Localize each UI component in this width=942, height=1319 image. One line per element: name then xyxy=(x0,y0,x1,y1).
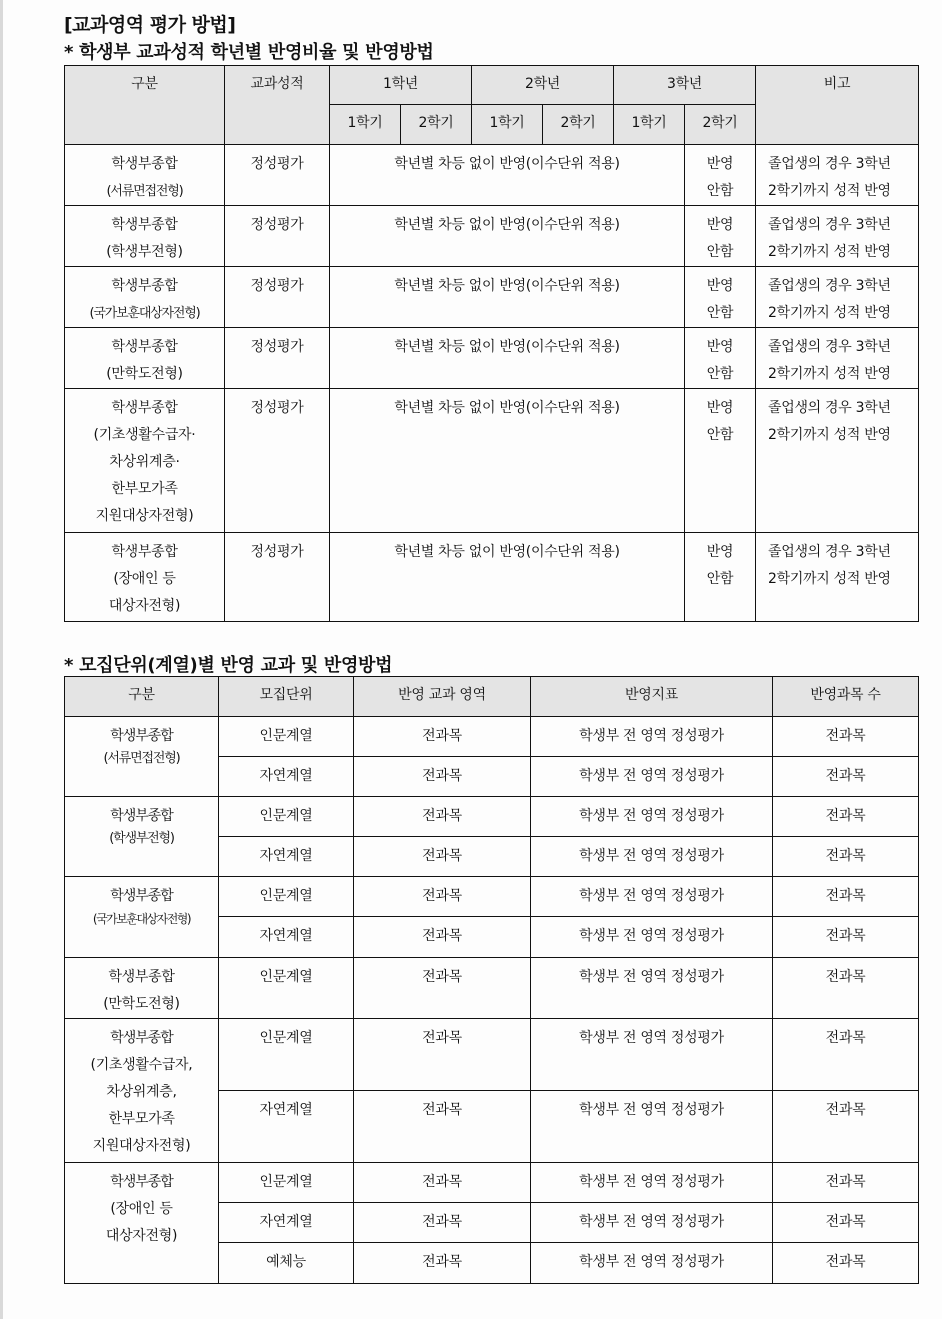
header-remarks: 비고 xyxy=(756,66,919,145)
indicator-cell: 학생부 전 영역 정성평가 xyxy=(531,1203,773,1243)
category-cell xyxy=(65,958,219,1019)
header-y2-sem2: 2학기 xyxy=(543,105,614,145)
subject-area-cell: 전과목 xyxy=(354,917,531,958)
subject-count-cell: 전과목 xyxy=(773,757,919,797)
table-row xyxy=(65,328,919,389)
subject-reflection-table xyxy=(64,676,919,1284)
subject-area-cell: 전과목 xyxy=(354,797,531,837)
y3s2-cell xyxy=(685,389,756,533)
remarks-line2: 2학기까지 성적 반영 xyxy=(768,366,891,382)
header-year1: 1학년 xyxy=(330,66,472,105)
category-cell xyxy=(65,1163,219,1284)
category-name: 학생부종합 xyxy=(110,888,173,904)
table-row xyxy=(65,145,919,206)
category-cell xyxy=(65,717,219,797)
header-category: 구분 xyxy=(65,677,219,717)
category-sub: 지원대상자전형) xyxy=(92,1138,191,1154)
remarks-line2: 2학기까지 성적 반영 xyxy=(768,427,891,443)
subject-count-cell: 전과목 xyxy=(773,837,919,877)
subject-area-cell: 전과목 xyxy=(354,1243,531,1284)
category-name: 학생부종합 xyxy=(108,969,175,985)
table-row xyxy=(65,717,919,757)
indicator-cell: 학생부 전 영역 정성평가 xyxy=(531,1163,773,1203)
table-row xyxy=(65,1019,919,1091)
category-name: 학생부종합 xyxy=(111,544,178,560)
table-row xyxy=(65,1163,919,1203)
remarks-cell xyxy=(756,328,919,389)
remarks-cell xyxy=(756,145,919,206)
category-cell xyxy=(65,267,225,328)
subject-count-cell: 전과목 xyxy=(773,1091,919,1163)
category-sub: 지원대상자전형) xyxy=(95,508,194,524)
indicator-cell: 학생부 전 영역 정성평가 xyxy=(531,717,773,757)
category-sub: (서류면접전형) xyxy=(103,751,180,766)
grade-reflection-table xyxy=(64,65,919,622)
table-row xyxy=(65,206,919,267)
category-sub: (만학도전형) xyxy=(103,996,180,1012)
y3s2-line1: 반영 xyxy=(706,278,734,294)
unit-cell: 인문계열 xyxy=(219,958,354,1019)
header-y1-sem1: 1학기 xyxy=(330,105,401,145)
remarks-cell xyxy=(756,206,919,267)
indicator-cell: 학생부 전 영역 정성평가 xyxy=(531,1091,773,1163)
category-sub: (서류면접전형) xyxy=(106,184,183,199)
indicator-cell: 학생부 전 영역 정성평가 xyxy=(531,917,773,958)
subject-area-cell: 전과목 xyxy=(354,757,531,797)
category-name: 학생부종합 xyxy=(111,217,178,233)
subject-count-cell: 전과목 xyxy=(773,1243,919,1284)
y3s2-line1: 반영 xyxy=(706,217,734,233)
y3s2-line1: 반영 xyxy=(706,400,734,416)
header-y3-sem1: 1학기 xyxy=(614,105,685,145)
reflection-cell: 학년별 차등 없이 반영(이수단위 적용) xyxy=(330,389,685,533)
page-edge xyxy=(0,0,3,1319)
y3s2-line2: 안함 xyxy=(706,244,734,260)
category-sub: (학생부전형) xyxy=(109,831,174,846)
header-subject-count: 반영과목 수 xyxy=(773,677,919,717)
header-category: 구분 xyxy=(65,66,225,145)
unit-cell: 자연계열 xyxy=(219,757,354,797)
remarks-line1: 졸업생의 경우 3학년 xyxy=(768,278,891,294)
indicator-cell: 학생부 전 영역 정성평가 xyxy=(531,797,773,837)
subject-area-cell: 전과목 xyxy=(354,1203,531,1243)
table-row xyxy=(65,877,919,917)
category-sub: (장애인 등 xyxy=(110,1201,173,1217)
reflection-cell: 학년별 차등 없이 반영(이수단위 적용) xyxy=(330,328,685,389)
unit-cell: 자연계열 xyxy=(219,1203,354,1243)
category-sub: (국가보훈대상자전형) xyxy=(89,306,200,321)
category-sub: 대상자전형) xyxy=(105,1228,178,1244)
unit-cell: 인문계열 xyxy=(219,1163,354,1203)
reflection-cell: 학년별 차등 없이 반영(이수단위 적용) xyxy=(330,145,685,206)
category-name: 학생부종합 xyxy=(110,1174,173,1190)
category-sub: (장애인 등 xyxy=(113,571,176,587)
unit-cell: 인문계열 xyxy=(219,1019,354,1091)
subject-count-cell: 전과목 xyxy=(773,1019,919,1091)
remarks-line2: 2학기까지 성적 반영 xyxy=(768,305,891,321)
reflection-cell: 학년별 차등 없이 반영(이수단위 적용) xyxy=(330,533,685,622)
grade-type-cell: 정성평가 xyxy=(225,267,330,328)
grade-type-cell: 정성평가 xyxy=(225,328,330,389)
table1-title: * 학생부 교과성적 학년별 반영비율 및 반영방법 xyxy=(64,42,434,63)
y3s2-line2: 안함 xyxy=(706,427,734,443)
category-name: 학생부종합 xyxy=(111,339,178,355)
y3s2-cell xyxy=(685,533,756,622)
header-y3-sem2: 2학기 xyxy=(685,105,756,145)
subject-area-cell: 전과목 xyxy=(354,837,531,877)
category-sub: 한부모가족 xyxy=(111,481,178,497)
header-grade-type: 교과성적 xyxy=(225,66,330,145)
remarks-line1: 졸업생의 경우 3학년 xyxy=(768,400,891,416)
unit-cell: 인문계열 xyxy=(219,717,354,757)
header-y1-sem2: 2학기 xyxy=(401,105,472,145)
category-sub: (기초생활수급자, xyxy=(90,1057,193,1073)
category-sub: 한부모가족 xyxy=(108,1111,175,1127)
category-cell xyxy=(65,1019,219,1163)
y3s2-line1: 반영 xyxy=(706,339,734,355)
category-sub: (국가보훈대상자전형) xyxy=(92,912,191,926)
indicator-cell: 학생부 전 영역 정성평가 xyxy=(531,1243,773,1284)
category-sub: 차상위계층, xyxy=(106,1084,177,1100)
table-row xyxy=(65,389,919,533)
indicator-cell: 학생부 전 영역 정성평가 xyxy=(531,877,773,917)
category-sub: (학생부전형) xyxy=(106,244,183,260)
remarks-line2: 2학기까지 성적 반영 xyxy=(768,244,891,260)
indicator-cell: 학생부 전 영역 정성평가 xyxy=(531,837,773,877)
grade-type-cell: 정성평가 xyxy=(225,206,330,267)
subject-count-cell: 전과목 xyxy=(773,1163,919,1203)
category-name: 학생부종합 xyxy=(110,808,173,824)
subject-area-cell: 전과목 xyxy=(354,717,531,757)
unit-cell: 자연계열 xyxy=(219,1091,354,1163)
reflection-cell: 학년별 차등 없이 반영(이수단위 적용) xyxy=(330,267,685,328)
category-name: 학생부종합 xyxy=(111,156,178,172)
remarks-line2: 2학기까지 성적 반영 xyxy=(768,183,891,199)
grade-type-cell: 정성평가 xyxy=(225,389,330,533)
remarks-cell xyxy=(756,267,919,328)
y3s2-line2: 안함 xyxy=(706,571,734,587)
subject-area-cell: 전과목 xyxy=(354,1019,531,1091)
header-subject-area: 반영 교과 영역 xyxy=(354,677,531,717)
subject-count-cell: 전과목 xyxy=(773,1203,919,1243)
y3s2-cell xyxy=(685,145,756,206)
header-y2-sem1: 1학기 xyxy=(472,105,543,145)
reflection-cell: 학년별 차등 없이 반영(이수단위 적용) xyxy=(330,206,685,267)
grade-type-cell: 정성평가 xyxy=(225,145,330,206)
subject-count-cell: 전과목 xyxy=(773,958,919,1019)
y3s2-cell xyxy=(685,267,756,328)
category-name: 학생부종합 xyxy=(111,278,178,294)
y3s2-line2: 안함 xyxy=(706,366,734,382)
section-title: [교과영역 평가 방법] xyxy=(64,14,236,36)
table-row xyxy=(65,797,919,837)
category-cell xyxy=(65,533,225,622)
subject-area-cell: 전과목 xyxy=(354,877,531,917)
indicator-cell: 학생부 전 영역 정성평가 xyxy=(531,757,773,797)
unit-cell: 자연계열 xyxy=(219,917,354,958)
category-cell xyxy=(65,145,225,206)
category-cell xyxy=(65,797,219,877)
header-year3: 3학년 xyxy=(614,66,756,105)
y3s2-line2: 안함 xyxy=(706,183,734,199)
unit-cell: 자연계열 xyxy=(219,837,354,877)
y3s2-line2: 안함 xyxy=(706,305,734,321)
grade-type-cell: 정성평가 xyxy=(225,533,330,622)
table-row xyxy=(65,267,919,328)
table-row xyxy=(65,958,919,1019)
category-sub: (기초생활수급자· xyxy=(93,427,196,443)
table2-title: * 모집단위(계열)별 반영 교과 및 반영방법 xyxy=(64,655,393,676)
category-sub: 대상자전형) xyxy=(108,598,181,614)
subject-area-cell: 전과목 xyxy=(354,1091,531,1163)
indicator-cell: 학생부 전 영역 정성평가 xyxy=(531,1019,773,1091)
remarks-line1: 졸업생의 경우 3학년 xyxy=(768,156,891,172)
category-name: 학생부종합 xyxy=(111,400,178,416)
y3s2-line1: 반영 xyxy=(706,544,734,560)
unit-cell: 인문계열 xyxy=(219,877,354,917)
y3s2-cell xyxy=(685,206,756,267)
subject-area-cell: 전과목 xyxy=(354,958,531,1019)
y3s2-line1: 반영 xyxy=(706,156,734,172)
unit-cell: 인문계열 xyxy=(219,797,354,837)
table-row xyxy=(65,533,919,622)
unit-cell: 예체능 xyxy=(219,1243,354,1284)
header-indicator: 반영지표 xyxy=(531,677,773,717)
category-cell xyxy=(65,877,219,958)
remarks-cell xyxy=(756,389,919,533)
header-unit: 모집단위 xyxy=(219,677,354,717)
header-year2: 2학년 xyxy=(472,66,614,105)
indicator-cell: 학생부 전 영역 정성평가 xyxy=(531,958,773,1019)
remarks-cell xyxy=(756,533,919,622)
category-sub: (만학도전형) xyxy=(106,366,183,382)
category-sub: 차상위계층· xyxy=(109,454,180,470)
subject-count-cell: 전과목 xyxy=(773,797,919,837)
remarks-line1: 졸업생의 경우 3학년 xyxy=(768,544,891,560)
category-cell xyxy=(65,206,225,267)
subject-count-cell: 전과목 xyxy=(773,917,919,958)
remarks-line2: 2학기까지 성적 반영 xyxy=(768,571,891,587)
subject-count-cell: 전과목 xyxy=(773,877,919,917)
category-name: 학생부종합 xyxy=(110,1030,173,1046)
category-name: 학생부종합 xyxy=(110,728,173,744)
y3s2-cell xyxy=(685,328,756,389)
subject-count-cell: 전과목 xyxy=(773,717,919,757)
remarks-line1: 졸업생의 경우 3학년 xyxy=(768,217,891,233)
category-cell xyxy=(65,328,225,389)
remarks-line1: 졸업생의 경우 3학년 xyxy=(768,339,891,355)
category-cell xyxy=(65,389,225,533)
subject-area-cell: 전과목 xyxy=(354,1163,531,1203)
